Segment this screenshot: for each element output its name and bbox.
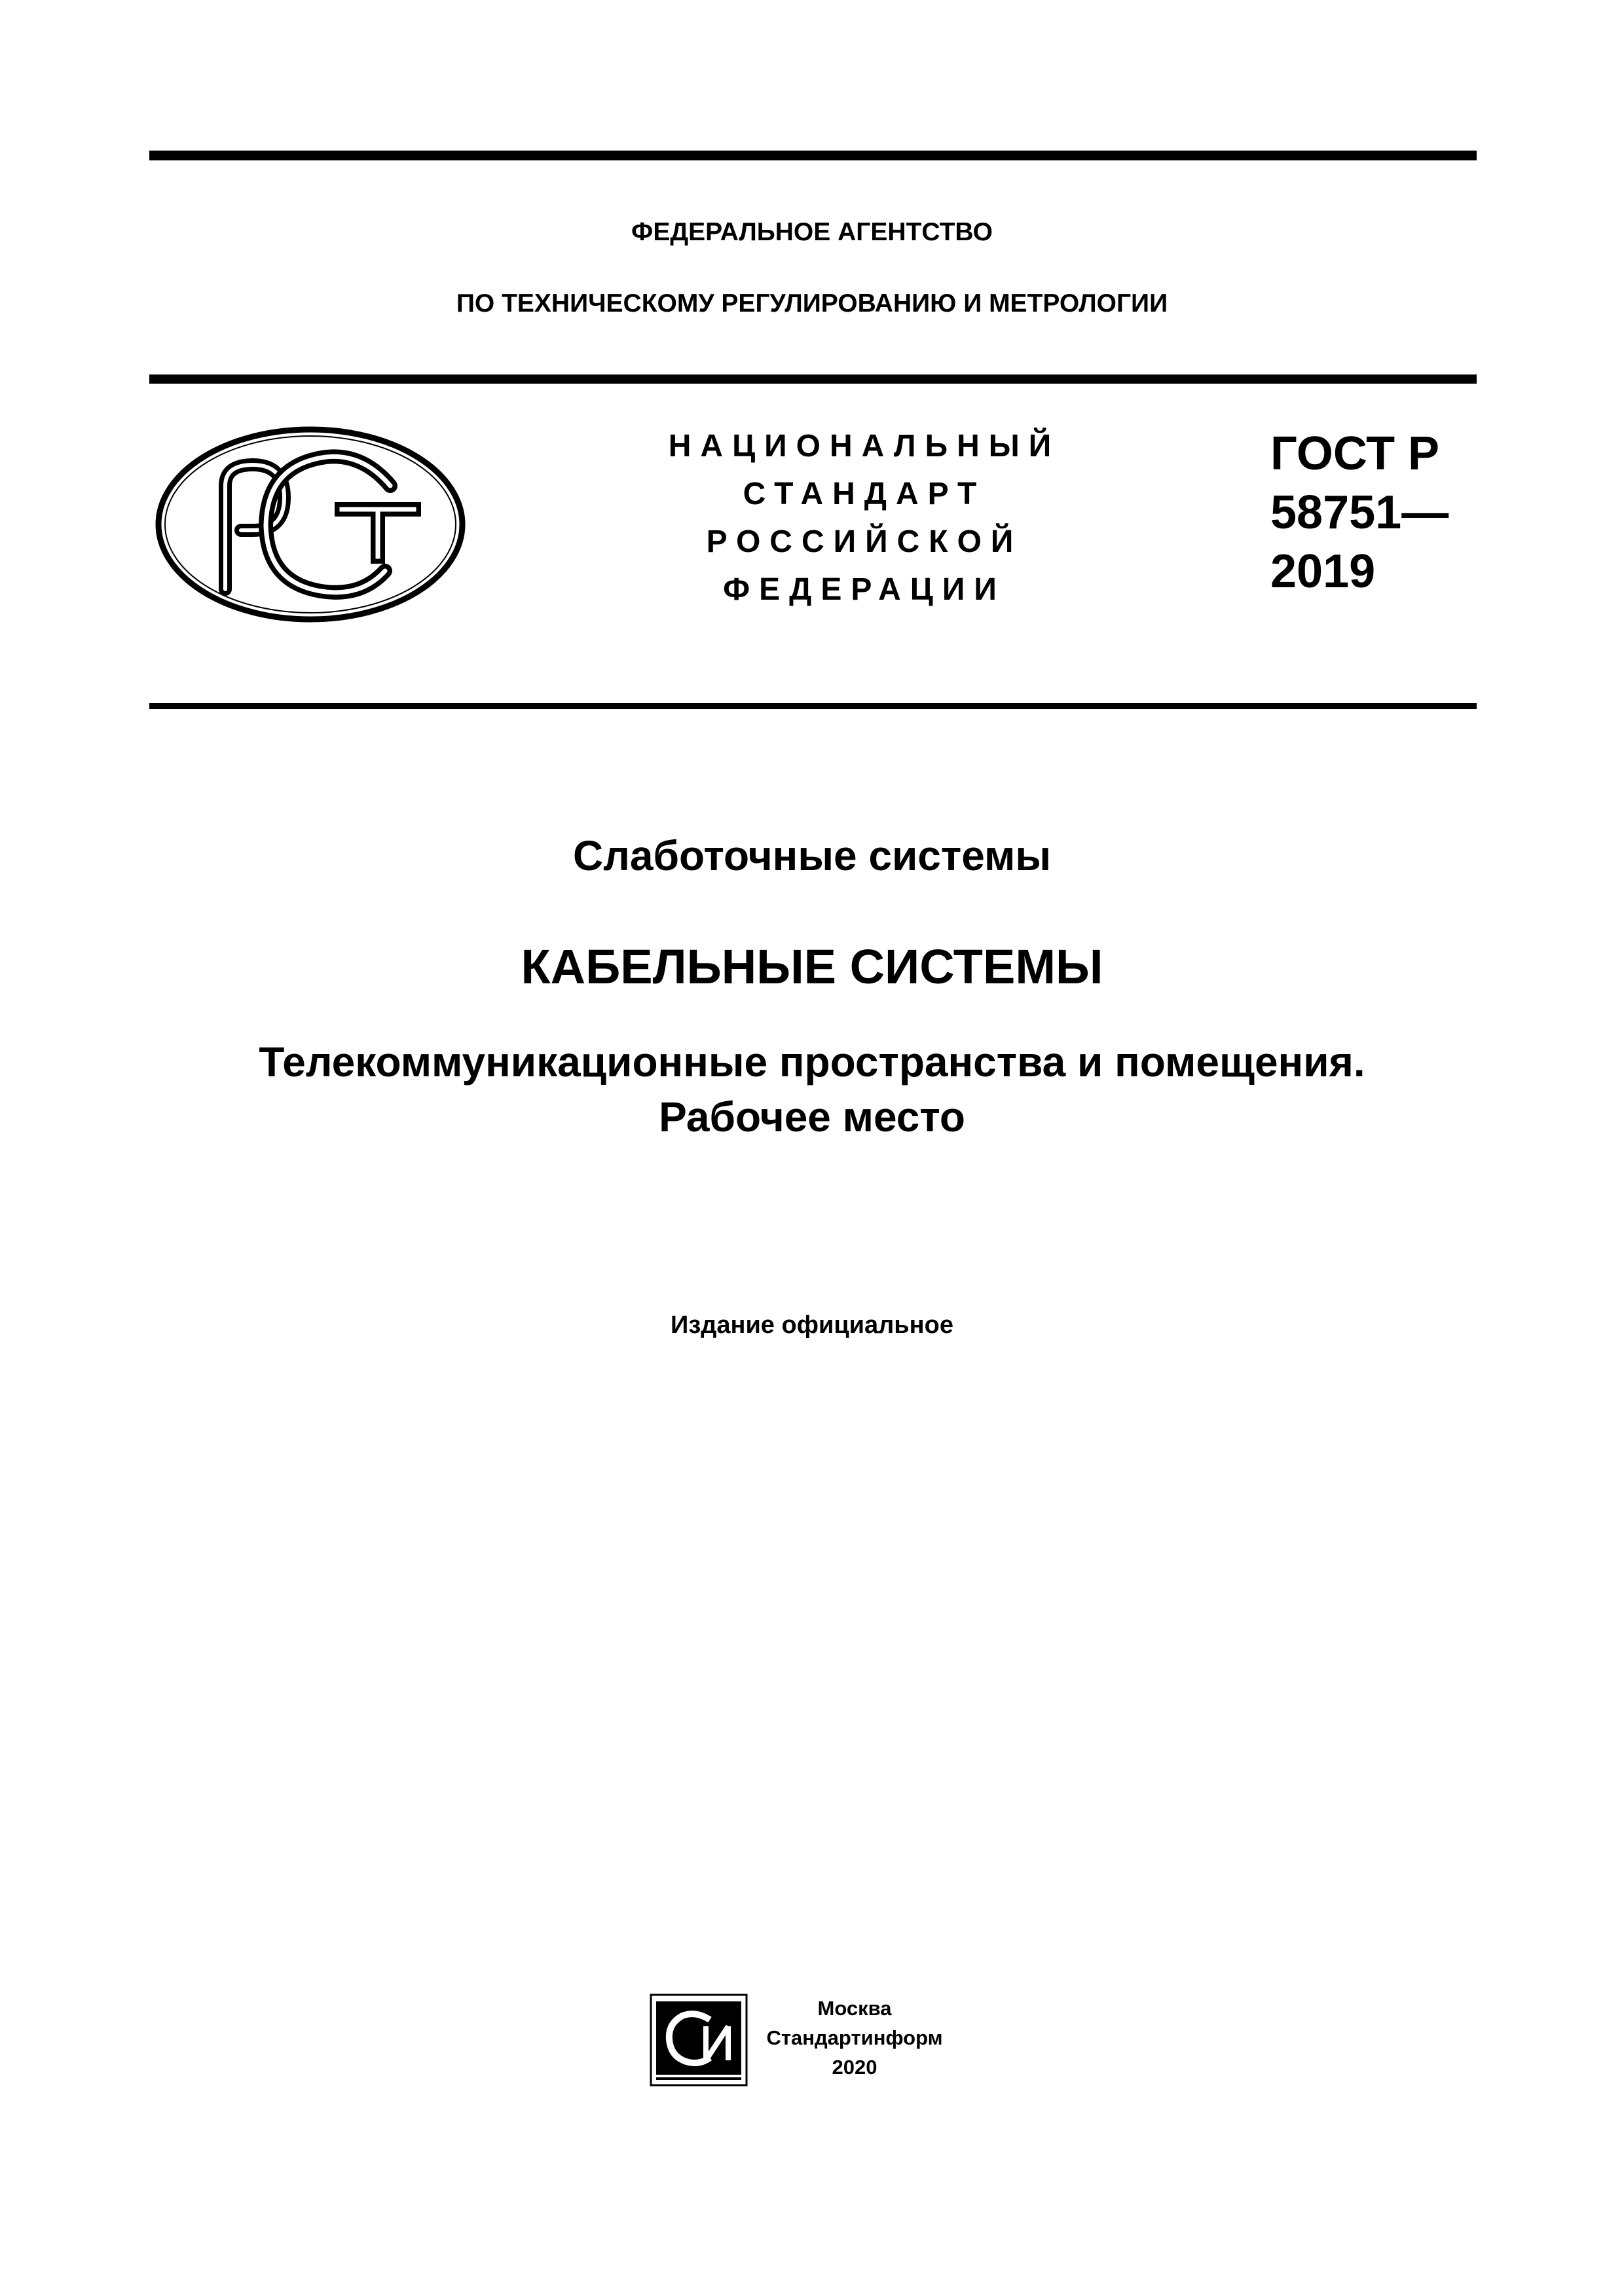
- national-line-3: РОССИЙСКОЙ: [706, 524, 1023, 559]
- publisher-logo-icon: [650, 1994, 748, 2086]
- national-standard-label: [616, 422, 1113, 613]
- title-detail-line-2: Рабочее место: [659, 1093, 965, 1140]
- title-detail-line-1: Телекоммуникационные пространства и помещения.: [259, 1038, 1365, 1085]
- designation-line-2: 58751—: [1270, 486, 1449, 539]
- national-line-1: НАЦИОНАЛЬНЫЙ: [668, 429, 1061, 464]
- title-detail: [0, 1034, 1624, 1144]
- agency-line-1: ФЕДЕРАЛЬНОЕ АГЕНТСТВО: [631, 218, 993, 246]
- designation-line-3: 2019: [1270, 545, 1376, 598]
- standard-designation: [1270, 424, 1449, 601]
- bottom-rule: [149, 703, 1477, 709]
- edition-label: Издание официальное: [671, 1311, 953, 1339]
- middle-rule: [149, 374, 1477, 384]
- imprint-city: Москва: [817, 1997, 892, 2020]
- title-main: КАБЕЛЬНЫЕ СИСТЕМЫ: [521, 939, 1103, 994]
- rst-logo-icon: [155, 426, 466, 623]
- title-subject: Слаботочные системы: [573, 832, 1051, 879]
- imprint-year: 2020: [832, 2056, 877, 2079]
- imprint-publisher: Стандартинформ: [766, 2026, 943, 2049]
- imprint: [760, 1994, 950, 2082]
- designation-line-1: ГОСТ Р: [1270, 428, 1440, 480]
- national-line-2: СТАНДАРТ: [743, 477, 986, 511]
- agency-line-2: ПО ТЕХНИЧЕСКОМУ РЕГУЛИРОВАНИЮ И МЕТРОЛОГИИ: [456, 289, 1168, 318]
- national-line-4: ФЕДЕРАЦИИ: [723, 572, 1006, 607]
- top-rule: [149, 151, 1477, 160]
